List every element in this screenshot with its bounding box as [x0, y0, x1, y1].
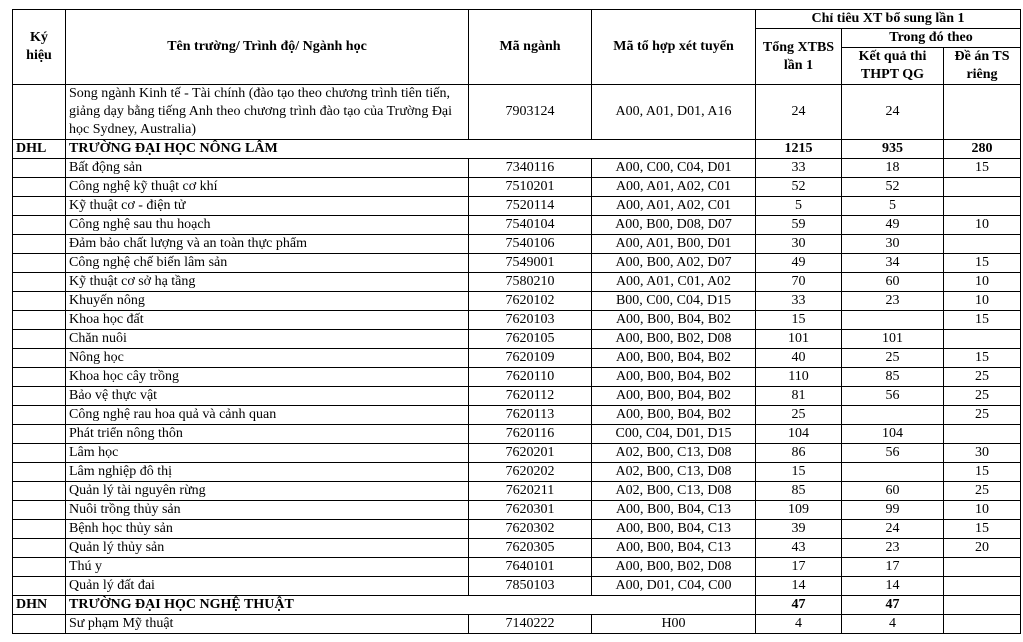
- code-cell: 7340116: [469, 159, 592, 178]
- program-name: Khuyến nông: [66, 292, 469, 311]
- combo-cell: A00, A01, A02, C01: [592, 197, 756, 216]
- program-name: Khoa học cây trồng: [66, 368, 469, 387]
- code-cell: 7580210: [469, 273, 592, 292]
- rieng-cell: [944, 178, 1021, 197]
- rieng-cell: 15: [944, 311, 1021, 330]
- total-cell: 5: [756, 197, 842, 216]
- rieng-cell: [944, 330, 1021, 349]
- table-row: [13, 159, 1021, 178]
- thpt-cell: 99: [842, 501, 944, 520]
- code-cell: 7620110: [469, 368, 592, 387]
- table-row: [13, 406, 1021, 425]
- combo-cell: A00, A01, C01, A02: [592, 273, 756, 292]
- table-row: [13, 311, 1021, 330]
- program-name: Đảm bảo chất lượng và an toàn thực phẩm: [66, 235, 469, 254]
- school-name: TRƯỜNG ĐẠI HỌC NÔNG LÂM: [66, 140, 756, 159]
- code-cell: 7620109: [469, 349, 592, 368]
- rieng-cell: 25: [944, 406, 1021, 425]
- thpt-cell: 56: [842, 444, 944, 463]
- total-cell: 86: [756, 444, 842, 463]
- table-row: [13, 330, 1021, 349]
- code-cell: 7620102: [469, 292, 592, 311]
- rieng-cell: 10: [944, 292, 1021, 311]
- total-cell: 14: [756, 577, 842, 596]
- symbol-cell: [13, 425, 66, 444]
- symbol-cell: [13, 482, 66, 501]
- symbol-cell: [13, 235, 66, 254]
- total-cell: 52: [756, 178, 842, 197]
- code-cell: 7620301: [469, 501, 592, 520]
- header-chi-tieu: Chỉ tiêu XT bổ sung lần 1: [756, 10, 1021, 29]
- code-cell: 7620201: [469, 444, 592, 463]
- combo-cell: A00, B00, B02, D08: [592, 558, 756, 577]
- symbol-cell: [13, 406, 66, 425]
- total-cell: 25: [756, 406, 842, 425]
- thpt-cell: 101: [842, 330, 944, 349]
- rieng-cell: 25: [944, 387, 1021, 406]
- total-cell: 59: [756, 216, 842, 235]
- admission-table: [12, 9, 1021, 634]
- combo-cell: A00, B00, B04, B02: [592, 349, 756, 368]
- symbol-cell: [13, 197, 66, 216]
- code-cell: 7620103: [469, 311, 592, 330]
- header-ket-qua: Kết quả thi THPT QG: [842, 48, 944, 85]
- symbol-cell: [13, 539, 66, 558]
- rieng-cell: 15: [944, 159, 1021, 178]
- code-cell: 7510201: [469, 178, 592, 197]
- rieng-cell: [944, 558, 1021, 577]
- table-row: [13, 254, 1021, 273]
- program-name: Chăn nuôi: [66, 330, 469, 349]
- total-cell: 110: [756, 368, 842, 387]
- combo-cell: B00, C00, C04, D15: [592, 292, 756, 311]
- combo-cell: A00, B00, B04, B02: [592, 406, 756, 425]
- code-cell: 7540104: [469, 216, 592, 235]
- total-cell: 15: [756, 463, 842, 482]
- total-cell: 4: [756, 615, 842, 634]
- thpt-cell: 49: [842, 216, 944, 235]
- thpt-cell: 25: [842, 349, 944, 368]
- program-name: Lâm học: [66, 444, 469, 463]
- code-cell: 7850103: [469, 577, 592, 596]
- thpt-cell: [842, 311, 944, 330]
- thpt-cell: 60: [842, 482, 944, 501]
- program-name: Song ngành Kinh tế - Tài chính (đào tạo theo chương trình tiên tiến, giảng dạy bằng tiếng Anh theo chương trình đào tạo của Trường Đại học Sydney, Australia): [66, 85, 469, 140]
- header-ma-nganh: Mã ngành: [469, 10, 592, 85]
- program-name: Nông học: [66, 349, 469, 368]
- symbol-cell: [13, 615, 66, 634]
- symbol-cell: [13, 444, 66, 463]
- rieng-cell: [944, 235, 1021, 254]
- table-row: [13, 615, 1021, 634]
- table-row: [13, 178, 1021, 197]
- rieng-cell: 30: [944, 444, 1021, 463]
- combo-cell: A00, B00, A02, D07: [592, 254, 756, 273]
- header-ky-hieu: Ký hiệu: [13, 10, 66, 85]
- code-cell: 7620105: [469, 330, 592, 349]
- rieng-cell: 15: [944, 349, 1021, 368]
- total-cell: 1215: [756, 140, 842, 159]
- table-row: [13, 501, 1021, 520]
- thpt-cell: 56: [842, 387, 944, 406]
- thpt-cell: 24: [842, 520, 944, 539]
- thpt-cell: 14: [842, 577, 944, 596]
- combo-cell: A00, A01, D01, A16: [592, 85, 756, 140]
- rieng-cell: [944, 577, 1021, 596]
- rieng-cell: [944, 425, 1021, 444]
- total-cell: 70: [756, 273, 842, 292]
- code-cell: 7620112: [469, 387, 592, 406]
- header-trong-do: Trong đó theo: [842, 29, 1021, 48]
- symbol-cell: [13, 520, 66, 539]
- table-row: [13, 216, 1021, 235]
- table-row: [13, 85, 1021, 140]
- rieng-cell: [944, 85, 1021, 140]
- total-cell: 30: [756, 235, 842, 254]
- thpt-cell: 935: [842, 140, 944, 159]
- combo-cell: A00, A01, B00, D01: [592, 235, 756, 254]
- rieng-cell: 10: [944, 216, 1021, 235]
- combo-cell: A00, B00, B04, B02: [592, 387, 756, 406]
- combo-cell: A00, B00, D08, D07: [592, 216, 756, 235]
- code-cell: 7540106: [469, 235, 592, 254]
- table-row: [13, 349, 1021, 368]
- rieng-cell: 25: [944, 482, 1021, 501]
- thpt-cell: 47: [842, 596, 944, 615]
- code-cell: 7620202: [469, 463, 592, 482]
- combo-cell: A00, B00, B02, D08: [592, 330, 756, 349]
- thpt-cell: [842, 406, 944, 425]
- school-name: TRƯỜNG ĐẠI HỌC NGHỆ THUẬT: [66, 596, 756, 615]
- combo-cell: A00, D01, C04, C00: [592, 577, 756, 596]
- header-ma-to-hop: Mã tổ hợp xét tuyển: [592, 10, 756, 85]
- thpt-cell: 23: [842, 539, 944, 558]
- symbol-cell: [13, 216, 66, 235]
- thpt-cell: 52: [842, 178, 944, 197]
- symbol-cell: [13, 577, 66, 596]
- program-name: Khoa học đất: [66, 311, 469, 330]
- thpt-cell: 4: [842, 615, 944, 634]
- table-row: [13, 273, 1021, 292]
- thpt-cell: 85: [842, 368, 944, 387]
- table-row: [13, 387, 1021, 406]
- rieng-cell: 15: [944, 463, 1021, 482]
- total-cell: 101: [756, 330, 842, 349]
- total-cell: 17: [756, 558, 842, 577]
- program-name: Công nghệ chế biến lâm sản: [66, 254, 469, 273]
- code-cell: 7620302: [469, 520, 592, 539]
- rieng-cell: [944, 596, 1021, 615]
- rieng-cell: 10: [944, 273, 1021, 292]
- combo-cell: A02, B00, C13, D08: [592, 444, 756, 463]
- school-symbol: DHN: [13, 596, 66, 615]
- total-cell: 33: [756, 159, 842, 178]
- thpt-cell: 24: [842, 85, 944, 140]
- combo-cell: A00, B00, B04, B02: [592, 368, 756, 387]
- symbol-cell: [13, 463, 66, 482]
- header-de-an: Đề án TS riêng: [944, 48, 1021, 85]
- total-cell: 40: [756, 349, 842, 368]
- total-cell: 39: [756, 520, 842, 539]
- combo-cell: A00, C00, C04, D01: [592, 159, 756, 178]
- program-name: Nuôi trồng thủy sản: [66, 501, 469, 520]
- code-cell: 7140222: [469, 615, 592, 634]
- combo-cell: A00, B00, B04, B02: [592, 311, 756, 330]
- program-name: Công nghệ kỹ thuật cơ khí: [66, 178, 469, 197]
- header-tong: Tổng XTBS lần 1: [756, 29, 842, 85]
- code-cell: 7520114: [469, 197, 592, 216]
- school-row: [13, 140, 1021, 159]
- program-name: Quản lý tài nguyên rừng: [66, 482, 469, 501]
- table-row: [13, 539, 1021, 558]
- table-row: [13, 444, 1021, 463]
- table-row: [13, 197, 1021, 216]
- rieng-cell: [944, 197, 1021, 216]
- total-cell: 43: [756, 539, 842, 558]
- symbol-cell: [13, 349, 66, 368]
- total-cell: 24: [756, 85, 842, 140]
- program-name: Bệnh học thủy sản: [66, 520, 469, 539]
- rieng-cell: 15: [944, 520, 1021, 539]
- rieng-cell: 10: [944, 501, 1021, 520]
- program-name: Công nghệ sau thu hoạch: [66, 216, 469, 235]
- total-cell: 104: [756, 425, 842, 444]
- thpt-cell: 18: [842, 159, 944, 178]
- table-body: [13, 85, 1021, 634]
- header-ten-truong: Tên trường/ Trình độ/ Ngành học: [66, 10, 469, 85]
- symbol-cell: [13, 178, 66, 197]
- program-name: Kỹ thuật cơ sở hạ tầng: [66, 273, 469, 292]
- rieng-cell: 25: [944, 368, 1021, 387]
- total-cell: 33: [756, 292, 842, 311]
- symbol-cell: [13, 159, 66, 178]
- total-cell: 85: [756, 482, 842, 501]
- code-cell: 7620116: [469, 425, 592, 444]
- code-cell: 7903124: [469, 85, 592, 140]
- table-row: [13, 558, 1021, 577]
- thpt-cell: 104: [842, 425, 944, 444]
- table-header: [13, 10, 1021, 85]
- symbol-cell: [13, 85, 66, 140]
- symbol-cell: [13, 330, 66, 349]
- program-name: Quản lý đất đai: [66, 577, 469, 596]
- thpt-cell: 34: [842, 254, 944, 273]
- combo-cell: A00, A01, A02, C01: [592, 178, 756, 197]
- symbol-cell: [13, 273, 66, 292]
- symbol-cell: [13, 368, 66, 387]
- school-symbol: DHL: [13, 140, 66, 159]
- symbol-cell: [13, 311, 66, 330]
- table-row: [13, 482, 1021, 501]
- symbol-cell: [13, 558, 66, 577]
- table-row: [13, 292, 1021, 311]
- symbol-cell: [13, 292, 66, 311]
- combo-cell: A02, B00, C13, D08: [592, 482, 756, 501]
- table-row: [13, 368, 1021, 387]
- thpt-cell: 23: [842, 292, 944, 311]
- program-name: Lâm nghiệp đô thị: [66, 463, 469, 482]
- total-cell: 49: [756, 254, 842, 273]
- symbol-cell: [13, 387, 66, 406]
- thpt-cell: [842, 463, 944, 482]
- total-cell: 15: [756, 311, 842, 330]
- program-name: Sư phạm Mỹ thuật: [66, 615, 469, 634]
- total-cell: 109: [756, 501, 842, 520]
- combo-cell: H00: [592, 615, 756, 634]
- table-row: [13, 520, 1021, 539]
- rieng-cell: [944, 615, 1021, 634]
- code-cell: 7620211: [469, 482, 592, 501]
- program-name: Quản lý thủy sản: [66, 539, 469, 558]
- thpt-cell: 60: [842, 273, 944, 292]
- code-cell: 7620305: [469, 539, 592, 558]
- program-name: Công nghệ rau hoa quả và cảnh quan: [66, 406, 469, 425]
- table-row: [13, 235, 1021, 254]
- thpt-cell: 17: [842, 558, 944, 577]
- table-row: [13, 425, 1021, 444]
- rieng-cell: 20: [944, 539, 1021, 558]
- combo-cell: C00, C04, D01, D15: [592, 425, 756, 444]
- total-cell: 47: [756, 596, 842, 615]
- thpt-cell: 30: [842, 235, 944, 254]
- thpt-cell: 5: [842, 197, 944, 216]
- rieng-cell: 15: [944, 254, 1021, 273]
- table-row: [13, 463, 1021, 482]
- code-cell: 7640101: [469, 558, 592, 577]
- program-name: Bảo vệ thực vật: [66, 387, 469, 406]
- combo-cell: A00, B00, B04, C13: [592, 501, 756, 520]
- rieng-cell: 280: [944, 140, 1021, 159]
- total-cell: 81: [756, 387, 842, 406]
- symbol-cell: [13, 254, 66, 273]
- code-cell: 7549001: [469, 254, 592, 273]
- program-name: Thú y: [66, 558, 469, 577]
- code-cell: 7620113: [469, 406, 592, 425]
- program-name: Phát triển nông thôn: [66, 425, 469, 444]
- school-row: [13, 596, 1021, 615]
- combo-cell: A00, B00, B04, C13: [592, 539, 756, 558]
- program-name: Kỹ thuật cơ - điện tử: [66, 197, 469, 216]
- combo-cell: A02, B00, C13, D08: [592, 463, 756, 482]
- combo-cell: A00, B00, B04, C13: [592, 520, 756, 539]
- program-name: Bất động sản: [66, 159, 469, 178]
- table-row: [13, 577, 1021, 596]
- symbol-cell: [13, 501, 66, 520]
